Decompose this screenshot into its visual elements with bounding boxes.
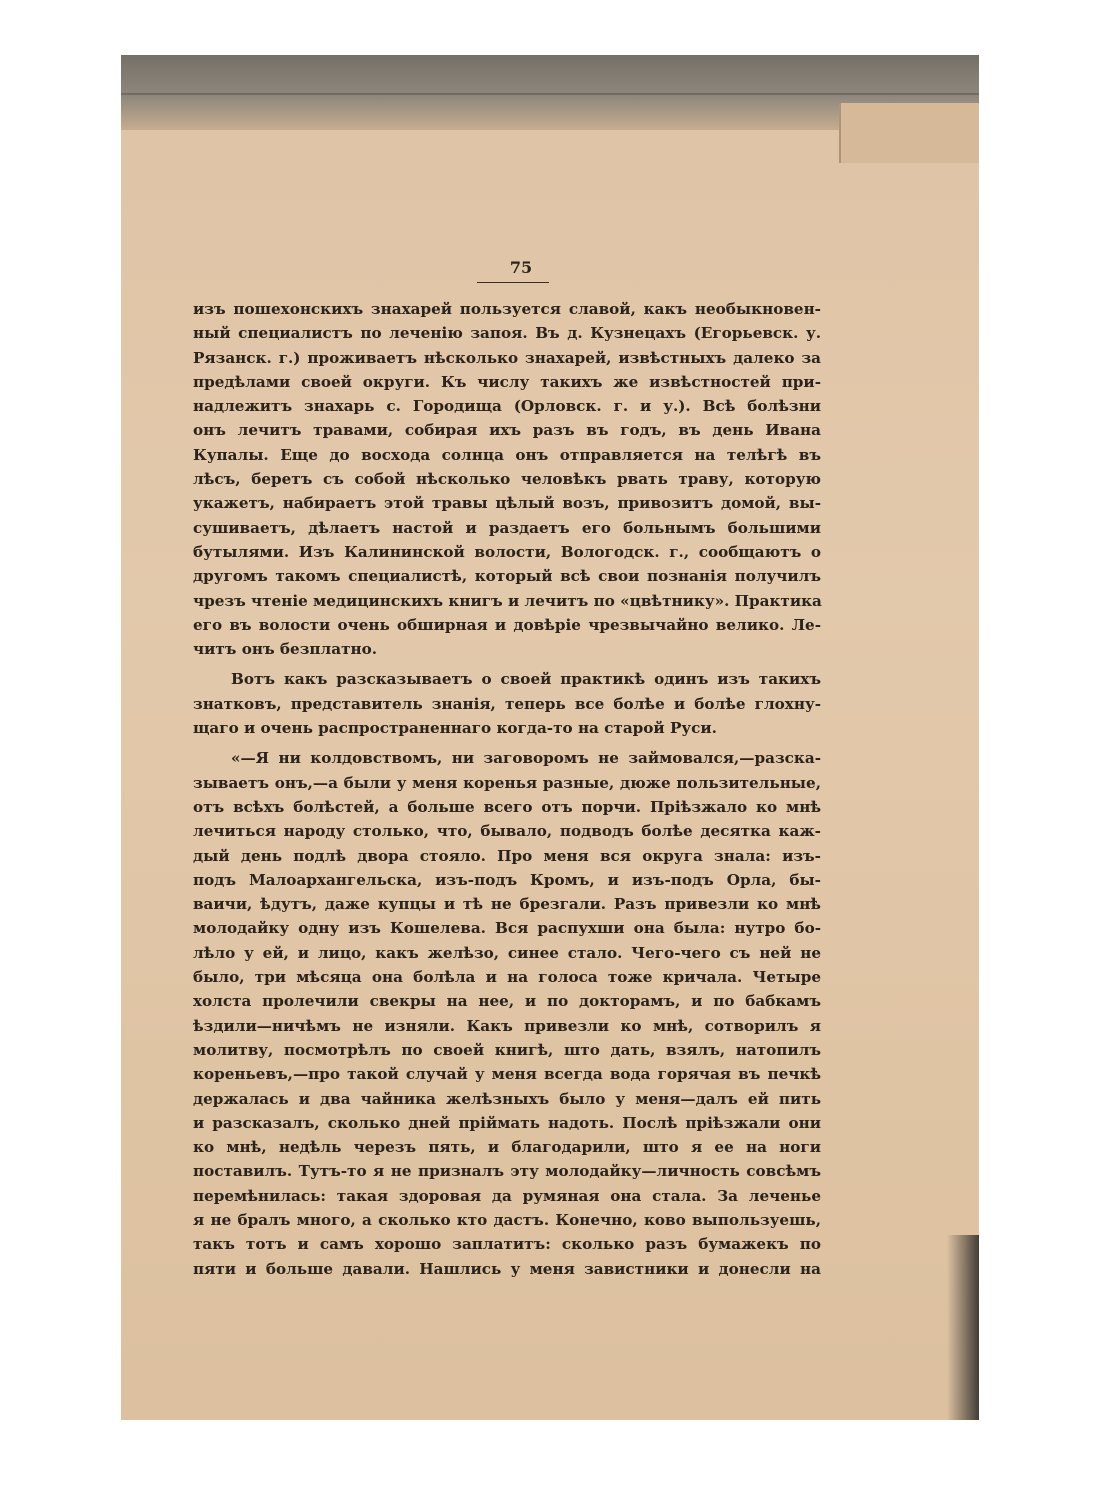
text-line: щаго и очень распространеннаго когда-то на старой Руси. (193, 719, 717, 738)
text-line: перемѣнилась: такая здоровая да румяная она стала. За леченье (193, 1186, 821, 1205)
text-line: надлежитъ знахарь с. Городища (Орловск. г. и у.). Всѣ болѣзни (193, 397, 821, 416)
text-line: Вотъ какъ разсказываетъ о своей практикѣ одинъ изъ такихъ (231, 670, 821, 689)
page-fold (839, 103, 979, 163)
text-line: его въ волости очень обширная и довѣріе чрезвычайно велико. Ле- (193, 615, 821, 634)
text-line: онъ лечитъ травами, собирая ихъ разъ въ годъ, въ день Ивана (193, 421, 821, 440)
text-line: изъ пошехонскихъ знахарей пользуется славой, какъ необыкновен- (193, 300, 821, 318)
text-line: сушиваетъ, дѣлаетъ настой и раздаетъ его больнымъ большими (193, 518, 821, 537)
body-text (193, 297, 821, 1281)
text-line: знатковъ, представитель знанія, теперь все болѣе и болѣе глохну- (193, 694, 821, 713)
text-line: молитву, посмотрѣлъ по своей книгѣ, што дать, взялъ, натопилъ (193, 1040, 821, 1059)
page-number: 75 (509, 258, 533, 277)
edge-shadow (947, 1235, 979, 1420)
page-number-rule (477, 282, 549, 283)
text-line: ваичи, ѣдутъ, даже купцы и тѣ не брезгали. Разъ привезли ко мнѣ (193, 895, 821, 914)
text-line: зываетъ онъ,—а были у меня коренья разные, дюже пользительные, (193, 773, 821, 792)
text-line: холста пролечили свекры на нее, и по докторамъ, и по бабкамъ (193, 992, 821, 1011)
text-line: поставилъ. Тутъ-то я не призналъ эту молодайку—личность совсѣмъ (193, 1162, 821, 1181)
text-line: предѣлами своей округи. Къ числу такихъ же извѣстностей при- (193, 372, 821, 391)
text-line: дый день подлѣ двора стояло. Про меня вся округа знала: изъ- (193, 846, 821, 865)
binding-line (121, 93, 979, 95)
text-line: было, три мѣсяца она болѣла и на голоса тоже кричала. Четыре (193, 968, 821, 987)
text-line: молодайку одну изъ Кошелева. Вся распухши она была: нутро бо- (193, 919, 821, 938)
text-line: такъ тотъ и самъ хорошо заплатитъ: сколько разъ бумажекъ по (193, 1235, 821, 1254)
text-line: пяти и больше давали. Нашлись у меня завистники и донесли на (193, 1259, 821, 1278)
text-line: кореньевъ,—про такой случай у меня всегда вода горячая въ печкѣ (193, 1065, 821, 1084)
text-line: ѣздили—ничѣмъ не изняли. Какъ привезли ко мнѣ, сотворилъ я (193, 1016, 821, 1035)
text-line: лѣсъ, беретъ съ собой нѣсколько человѣкъ рвать траву, которую (193, 470, 821, 489)
text-line: Рязанск. г.) проживаетъ нѣсколько знахарей, извѣстныхъ далеко за (193, 348, 821, 367)
text-line: ный специалистъ по леченію запоя. Въ д. Кузнецахъ (Егорьевск. у. (193, 324, 821, 343)
text-line: держалась и два чайника желѣзныхъ было у меня—далъ ей пить (193, 1089, 821, 1108)
text-line: бутылями. Изъ Калининской волости, Вологодск. г., сообщаютъ о (193, 542, 821, 561)
scanned-page (121, 55, 979, 1420)
text-line: отъ всѣхъ болѣстей, а больше всего отъ порчи. Пріѣзжало ко мнѣ (193, 797, 821, 816)
text-line: укажетъ, набираетъ этой травы цѣлый возъ, привозитъ домой, вы- (193, 494, 821, 513)
text-line: подъ Малоархангельска, изъ-подъ Кромъ, и изъ-подъ Орла, бы- (193, 870, 821, 889)
text-line: Купалы. Еще до восхода солнца онъ отправляется на телѣгѣ въ (193, 445, 821, 464)
text-line: другомъ такомъ специалистѣ, который всѣ свои познанія получилъ (193, 567, 821, 586)
text-line: «—Я ни колдовствомъ, ни заговоромъ не займовался,—разска- (231, 749, 821, 768)
page-fold-edge (839, 103, 841, 163)
text-line: я не бралъ много, а сколько кто дастъ. Конечно, ково выпользуешь, (193, 1210, 821, 1229)
text-line: лечиться народу столько, что, бывало, подводъ болѣе десятка каж- (193, 822, 821, 841)
text-line: лѣло у ей, и лицо, какъ желѣзо, синее стало. Чего-чего съ ней не (193, 943, 821, 962)
text-line: читъ онъ безплатно. (193, 640, 378, 659)
text-line: чрезъ чтеніе медицинскихъ книгъ и лечитъ по «цвѣтнику». Практика (193, 591, 822, 610)
text-line: и разсказалъ, сколько дней пріймать надоть. Послѣ пріѣзжали они (193, 1113, 821, 1132)
text-line: ко мнѣ, недѣль черезъ пять, и благодарили, што я ее на ноги (193, 1138, 821, 1157)
